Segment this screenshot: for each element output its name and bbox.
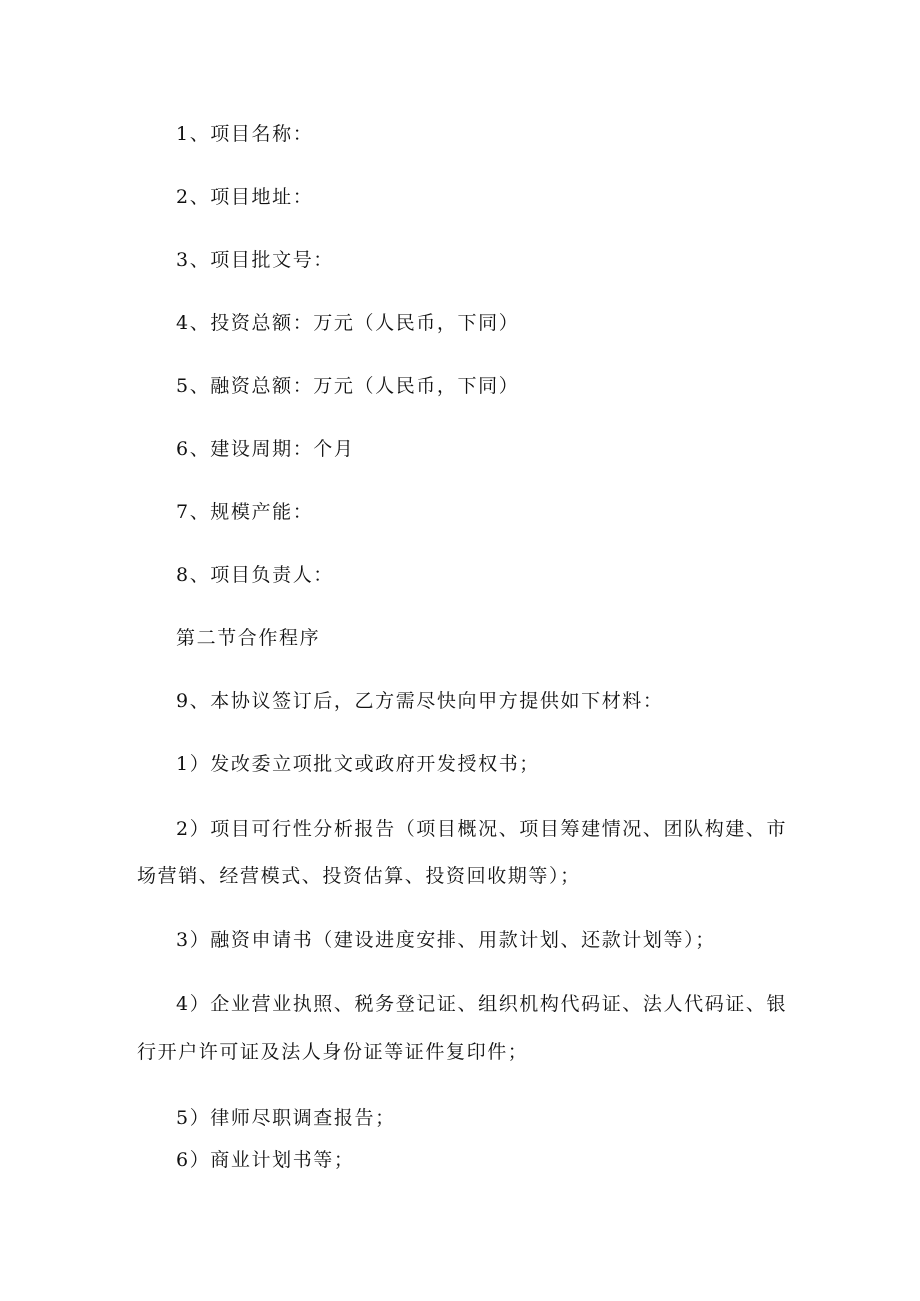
item-project-approval-number: 3、项目批文号： <box>176 249 334 271</box>
material-6: 6）商业计划书等； <box>176 1149 355 1171</box>
item-total-investment: 4、投资总额：万元（人民币，下同） <box>176 312 520 334</box>
item-project-address: 2、项目地址： <box>176 186 314 208</box>
item-project-name: 1、项目名称： <box>176 123 314 145</box>
section-heading: 第二节合作程序 <box>176 627 321 649</box>
item-total-financing: 5、融资总额：万元（人民币，下同） <box>176 375 520 397</box>
item-scale-capacity: 7、规模产能： <box>176 501 314 523</box>
material-4-line-2: 行开户许可证及法人身份证等证件复印件； <box>137 1041 529 1063</box>
material-5: 5）律师尽职调查报告； <box>176 1107 396 1129</box>
material-4-line-1: 4）企业营业执照、税务登记证、组织机构代码证、法人代码证、银 <box>176 993 788 1015</box>
material-2-line-2: 场营销、经营模式、投资估算、投资回收期等）； <box>137 865 581 887</box>
material-1: 1）发改委立项批文或政府开发授权书； <box>176 753 540 775</box>
item-construction-period: 6、建设周期：个月 <box>176 438 355 460</box>
material-2-line-1: 2）项目可行性分析报告（项目概况、项目筹建情况、团队构建、市 <box>176 818 788 840</box>
item-9: 9、本协议签订后，乙方需尽快向甲方提供如下材料： <box>176 690 664 712</box>
material-3: 3）融资申请书（建设进度安排、用款计划、还款计划等）； <box>176 929 716 951</box>
item-project-leader: 8、项目负责人： <box>176 564 334 586</box>
